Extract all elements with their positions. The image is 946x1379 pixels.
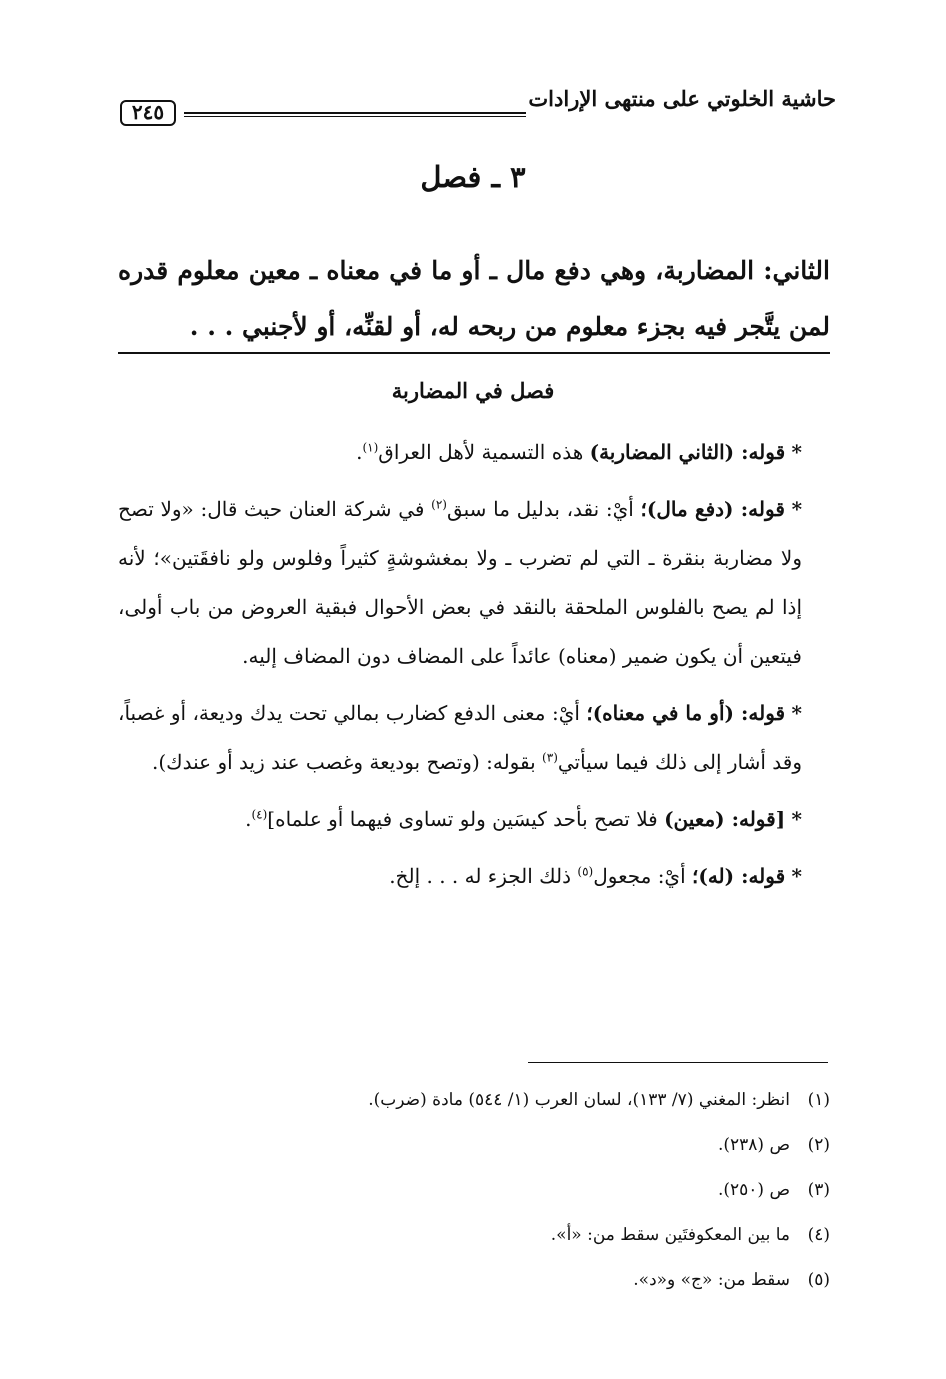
running-title: حاشية الخلوتي على منتهى الإرادات [528, 86, 836, 111]
quoted-lemma: قوله: (دفع مال)؛ [640, 497, 785, 521]
commentary-paragraph [118, 689, 830, 787]
quoted-lemma: [قوله: (معين) [664, 807, 786, 831]
footnote-number: (٤) [807, 1225, 830, 1245]
paragraph-text: أيْ: معنى الدفع كضارب بمالي تحت يدك وديعة، أو غصباً، وقد أشار إلى ذلك فيما سيأتي [118, 701, 802, 774]
footnote [118, 1123, 830, 1168]
footnote [118, 1078, 830, 1123]
paragraph-text: هذه التسمية لأهل العراق [378, 440, 590, 464]
paragraph-tail: ذلك الجزء له . . . إلخ. [389, 864, 578, 888]
footnote-number: (١) [807, 1090, 830, 1110]
matn-divider [118, 352, 830, 354]
footnote-ref: (٢) [431, 497, 447, 512]
footnote-ref: (١) [362, 440, 379, 455]
footnotes [118, 1078, 830, 1303]
sub-heading: فصل في المضاربة [391, 378, 555, 403]
commentary-paragraph [118, 428, 830, 477]
header-rule [184, 112, 526, 117]
footnote-ref: (٣) [542, 750, 558, 765]
footnote-ref: (٤) [251, 807, 268, 822]
page-header [120, 86, 836, 130]
quoted-lemma: قوله: (أو ما في معناه)؛ [586, 701, 786, 725]
footnote-text: ص (٢٥٠). [717, 1180, 790, 1200]
footnote [118, 1168, 830, 1213]
footnote-text: ص (٢٣٨). [717, 1135, 790, 1155]
bullet-star-icon: * [791, 864, 802, 888]
footnote [118, 1213, 830, 1258]
paragraph-tail: في شركة العنان حيث قال: «ولا تصح ولا مضاربة بنقرة ـ التي لم تضرب ـ ولا بمغشوشةٍ كثيراً وفلوس ولو نافقَتين»؛ لأنه إذا لم يصح بالفلوس الملحقة بالنقد في بعض الأحوال فبقية العروض من باب أولى، فيتعين أن يكون ضمير (معناه) عائداً على المضاف دون المضاف إليه. [118, 497, 803, 668]
paragraph-text: أيْ: نقد، بدليل ما سبق [446, 497, 641, 521]
footnote-number: (٢) [807, 1135, 830, 1155]
bullet-star-icon: * [791, 701, 802, 725]
paragraph-tail: . [245, 807, 252, 831]
footnote [118, 1258, 830, 1303]
commentary-paragraph [118, 795, 830, 844]
page-number: ٢٤٥ [120, 100, 176, 126]
footnote-number: (٥) [807, 1270, 830, 1290]
quoted-lemma: قوله: (له)؛ [692, 864, 786, 888]
commentary-paragraph [118, 852, 830, 901]
paragraph-text: فلا تصح بأحد كيسَين ولو تساوى فيهما أو علماه] [267, 807, 665, 831]
section-heading: ٣ ـ فصل [420, 160, 526, 194]
bullet-star-icon: * [791, 807, 802, 831]
commentary-paragraph [118, 485, 830, 681]
commentary-body [118, 428, 830, 909]
paragraph-text: أيْ: مجعول [593, 864, 693, 888]
footnote-text: انظر: المغني (٧/ ١٣٣)، لسان العرب (١/ ٥٤٤) مادة (ضرب). [368, 1090, 790, 1110]
footnote-divider [528, 1062, 828, 1063]
footnote-text: ما بين المعكوفتَين سقط من: «أ». [550, 1225, 790, 1245]
footnote-text: سقط من: «ج» و«د». [633, 1270, 790, 1290]
matn-text: الثاني: المضاربة، وهي دفع مال ـ أو ما في معناه ـ معين معلوم قدره لمن يتَّجر فيه بجزء معلوم من ربحه له، أو لقنِّه، أو لأجنبي . . . [118, 256, 830, 341]
footnote-number: (٣) [807, 1180, 830, 1200]
footnote-ref: (٥) [577, 864, 594, 879]
paragraph-tail: بقوله: (وتصح بوديعة وغصب عند زيد أو عندك). [151, 750, 543, 774]
bullet-star-icon: * [791, 497, 803, 521]
paragraph-tail: . [356, 440, 363, 464]
quoted-lemma: قوله: (الثاني المضاربة) [589, 440, 786, 464]
bullet-star-icon: * [791, 440, 802, 464]
